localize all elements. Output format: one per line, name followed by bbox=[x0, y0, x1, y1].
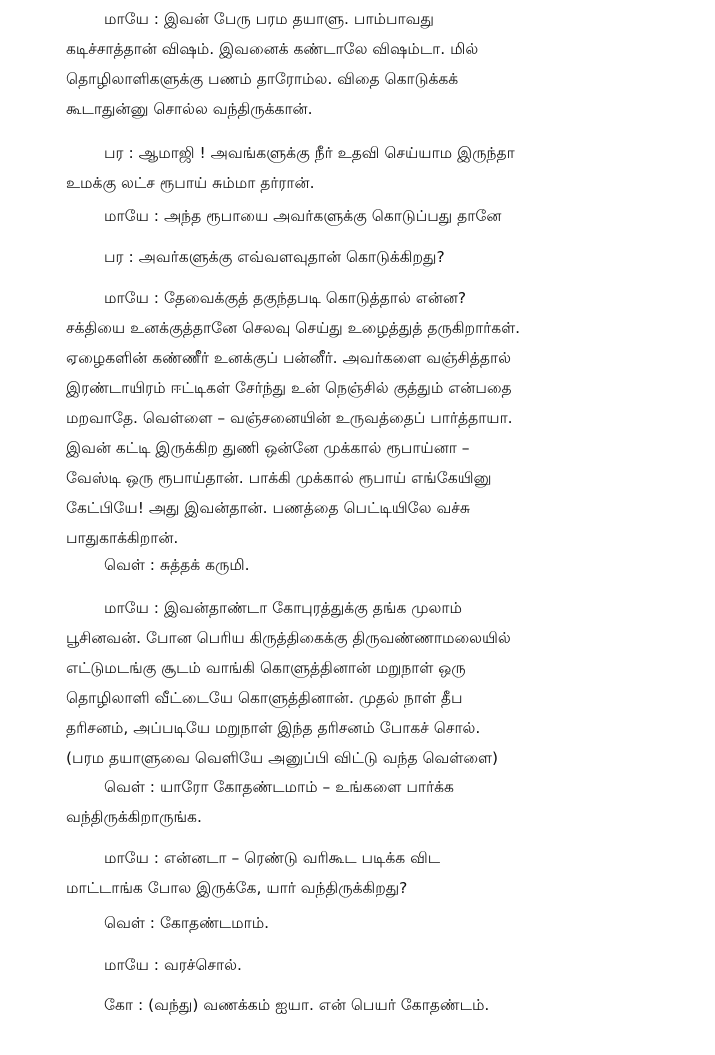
text-line: கோ : (வந்து) வணக்கம் ஐயா. என் பெயர் கோதண்டம். bbox=[104, 996, 490, 1014]
text-line: ஏழைகளின் கண்ணீர் உனக்குப் பன்னீர். அவர்களை வஞ்சித்தால் bbox=[66, 349, 511, 367]
text-line: மாயே : தேவைக்குத் தகுந்தபடி கொடுத்தால் என்ன? bbox=[104, 289, 467, 307]
text-line: தரிசனம், அப்படியே மறுநாள் இந்த தரிசனம் போகச் சொல். bbox=[66, 719, 481, 737]
text-line: கேட்பியே! அது இவன்தான். பணத்தை பெட்டியிலே வச்சு bbox=[66, 499, 470, 517]
text-line: பர : ஆமாஜி ! அவங்களுக்கு நீர் உதவி செய்யாம இருந்தா bbox=[104, 144, 515, 162]
dialogue-paragraph bbox=[66, 593, 691, 773]
text-line: கூடாதுன்னு சொல்ல வந்திருக்கான். bbox=[66, 100, 313, 118]
dialogue-paragraph bbox=[66, 242, 691, 272]
text-line: இவன் கட்டி இருக்கிற துணி ஒன்னே முக்கால் ரூபாய்னா – bbox=[66, 439, 470, 457]
text-line: வெள் : சுத்தக் கருமி. bbox=[104, 556, 250, 574]
text-line: மறவாதே. வெள்ளை – வஞ்சனையின் உருவத்தைப் பார்த்தாயா. bbox=[66, 409, 513, 427]
dialogue-paragraph bbox=[66, 4, 691, 124]
text-line: மாயே : வரச்சொல். bbox=[104, 956, 242, 974]
dialogue-paragraph bbox=[66, 908, 691, 938]
text-line: உமக்கு லட்ச ரூபாய் சும்மா தர்ரான். bbox=[66, 174, 315, 192]
text-line: மாட்டாங்க போல இருக்கே, யார் வந்திருக்கிறது? bbox=[66, 879, 408, 897]
dialogue-paragraph bbox=[66, 950, 691, 980]
text-line: வெள் : கோதண்டமாம். bbox=[104, 914, 270, 932]
text-line: எட்டுமடங்கு சூடம் வாங்கி கொளுத்தினான் மறுநாள் ஒரு bbox=[66, 659, 466, 677]
dialogue-paragraph bbox=[66, 772, 691, 832]
text-line: சக்தியை உனக்குத்தானே செலவு செய்து உழைத்துத் தருகிறார்கள். bbox=[66, 319, 521, 337]
text-line: மாயே : இவன்தாண்டா கோபுரத்துக்கு தங்க முலாம் bbox=[104, 599, 462, 617]
text-line: பாதுகாக்கிறான். bbox=[66, 529, 179, 547]
dialogue-paragraph bbox=[66, 843, 691, 903]
text-line: வந்திருக்கிறாருங்க. bbox=[66, 808, 202, 826]
text-line: தொழிலாளிகளுக்கு பணம் தாரோம்ல. விதை கொடுக்கக் bbox=[66, 70, 459, 88]
text-line: பர : அவர்களுக்கு எவ்வளவுதான் கொடுக்கிறது? bbox=[104, 248, 445, 266]
dialogue-paragraph bbox=[66, 283, 691, 553]
text-line: இரண்டாயிரம் ஈட்டிகள் சேர்ந்து உன் நெஞ்சில் குத்தும் என்பதை bbox=[66, 379, 512, 397]
text-line: மாயே : என்னடா – ரெண்டு வரிகூட படிக்க விட bbox=[104, 849, 441, 867]
dialogue-paragraph bbox=[66, 201, 691, 231]
text-line: வெள் : யாரோ கோதண்டமாம் – உங்களை பார்க்க bbox=[104, 778, 454, 796]
text-line: (பரம தயாளுவை வெளியே அனுப்பி விட்டு வந்த வெள்ளை) bbox=[66, 749, 499, 767]
text-line: மாயே : அந்த ரூபாயை அவர்களுக்கு கொடுப்பது தானே bbox=[104, 207, 502, 225]
text-line: வேஸ்டி ஒரு ரூபாய்தான். பாக்கி முக்கால் ரூபாய் எங்கேயினு bbox=[66, 469, 492, 487]
dialogue-paragraph bbox=[66, 138, 691, 198]
dialogue-paragraph bbox=[66, 550, 691, 580]
text-line: தொழிலாளி வீட்டையே கொளுத்தினான். முதல் நாள் தீப bbox=[66, 689, 463, 707]
text-line: பூசினவன். போன பெரிய கிருத்திகைக்கு திருவண்ணாமலையில் bbox=[66, 629, 511, 647]
text-line: மாயே : இவன் பேரு பரம தயாளு. பாம்பாவது bbox=[104, 10, 434, 28]
text-line: கடிச்சாத்தான் விஷம். இவனைக் கண்டாலே விஷம்டா. மில் bbox=[66, 40, 479, 58]
dialogue-paragraph bbox=[66, 990, 691, 1020]
